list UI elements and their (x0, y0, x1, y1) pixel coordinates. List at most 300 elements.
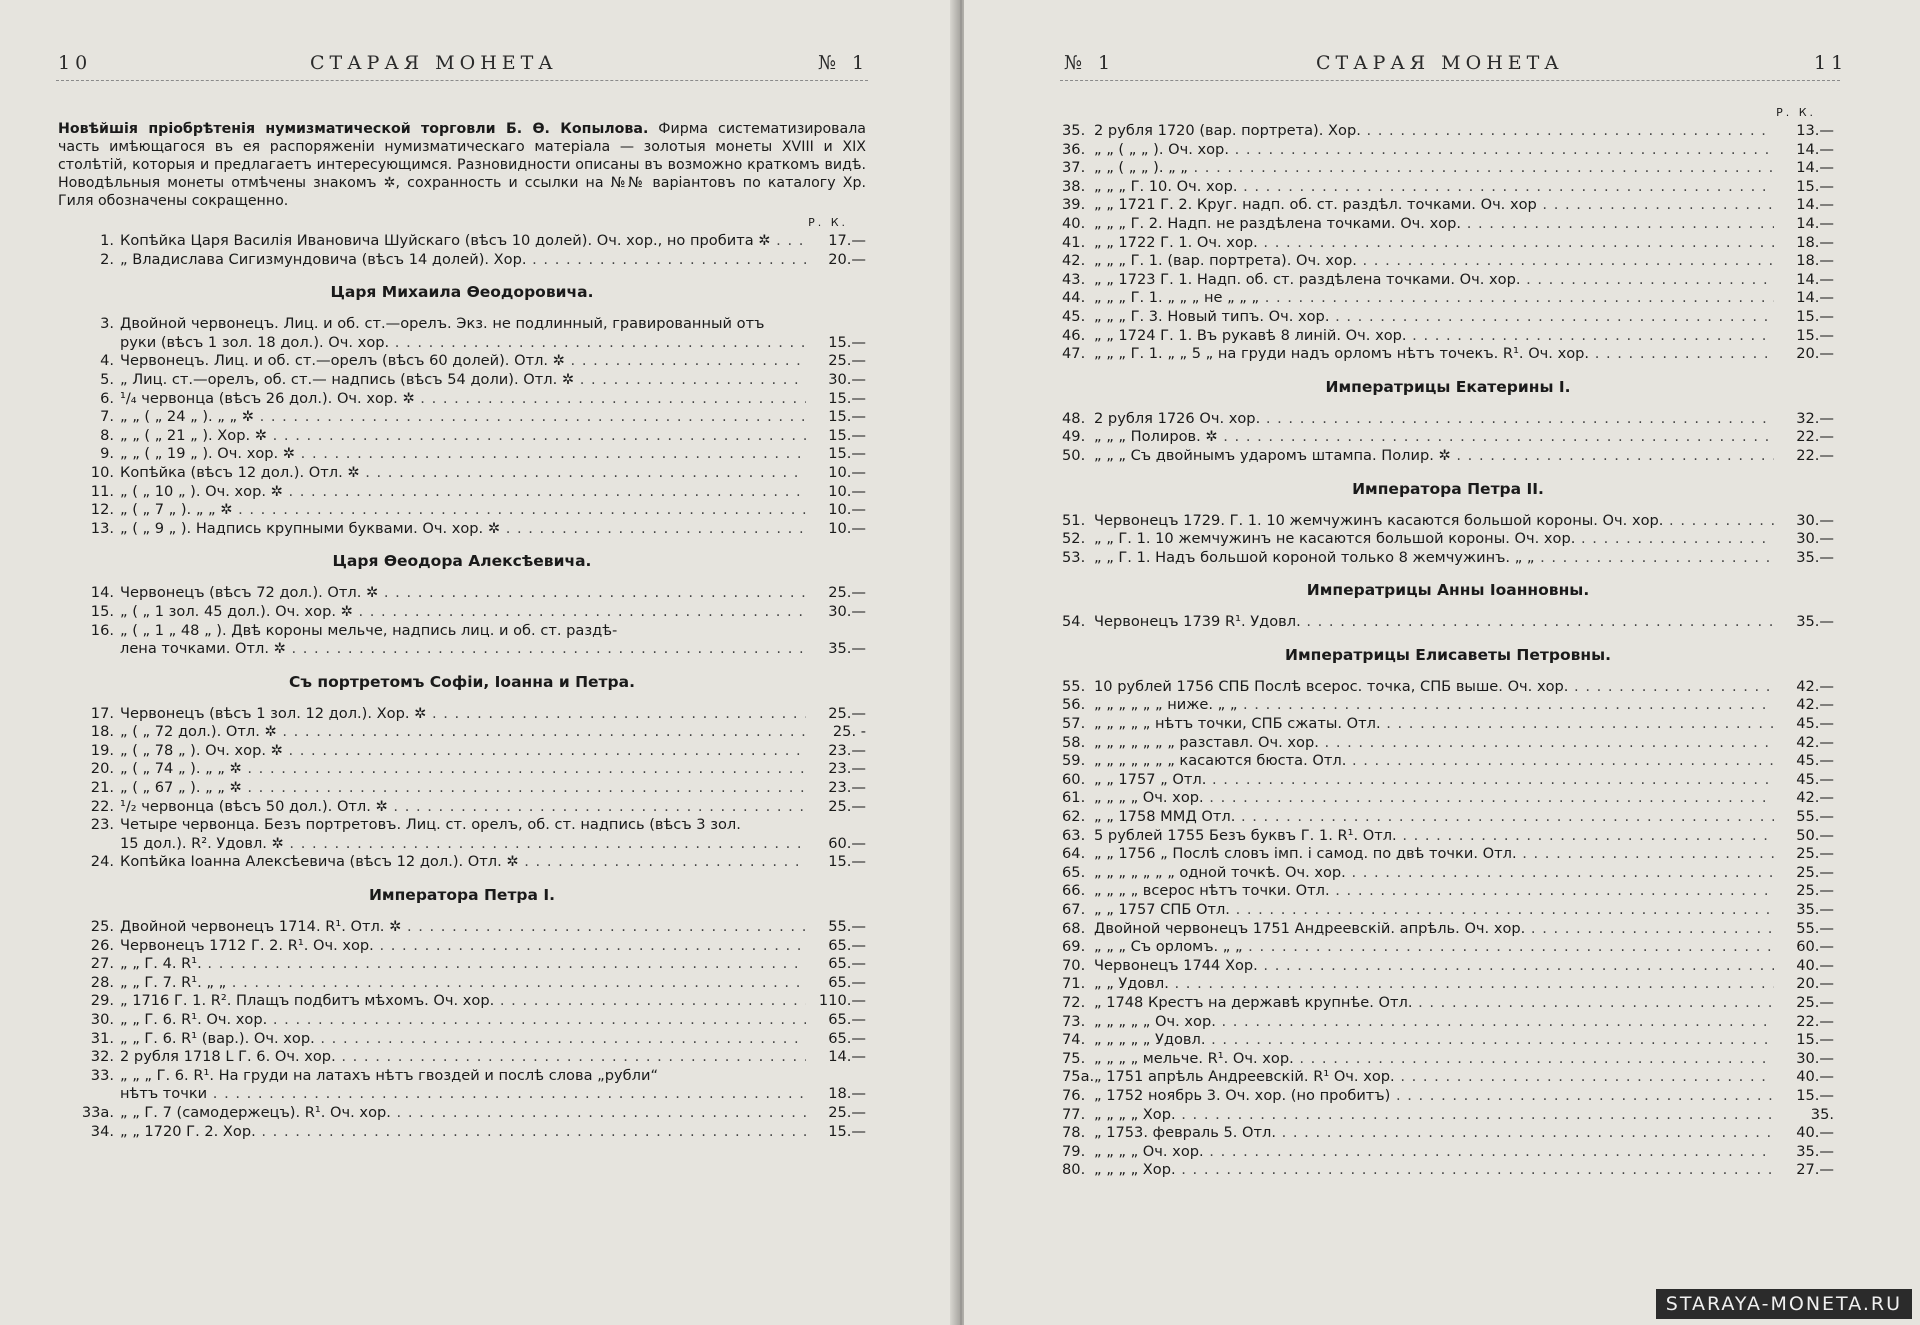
entry-number: 4. (100, 352, 114, 370)
entry-number: 47. (1062, 345, 1086, 363)
right-issue-number: № 1 (1064, 52, 1116, 74)
catalog-entry (58, 918, 866, 937)
catalog-entry (1062, 234, 1834, 253)
price-column-header: Р. К. (808, 216, 848, 229)
catalog-entry (1062, 178, 1834, 197)
catalog-entry (1062, 549, 1834, 568)
entry-number: 33. (90, 1066, 114, 1084)
entry-price: 60.— (828, 834, 866, 852)
entry-number: 44. (1062, 289, 1086, 307)
entry-number: 22. (90, 797, 114, 815)
entry-price: 42.— (1796, 789, 1834, 807)
entry-number: 13. (90, 519, 114, 537)
catalog-entry (58, 760, 866, 779)
price-column-header: Р. К. (1776, 106, 1816, 119)
catalog-entry (58, 955, 866, 974)
entry-price: 15.— (828, 426, 866, 444)
entry-price: 45.— (1796, 770, 1834, 788)
left-page-number: 10 (58, 52, 93, 74)
entry-description: „ ( „ 7 „ ). „ „ ✲ . . . (120, 501, 806, 520)
entry-description: „ „ „ „ Оч. хор. . . . (1094, 789, 1774, 808)
entry-price: 15.— (1796, 326, 1834, 344)
entry-number: 66. (1062, 882, 1086, 900)
entry-number: 70. (1062, 956, 1086, 974)
entry-description: „ „ Г. 7 (самодержецъ). R¹. Оч. хор. . . . (120, 1104, 806, 1123)
entry-description: „ 1716 Г. 1. R². Плащъ подбитъ мѣхомъ. Оч. хор. . . . (120, 992, 806, 1011)
catalog-entry (58, 1030, 866, 1049)
catalog-entry (58, 427, 866, 446)
entry-price: 35. (1810, 1105, 1834, 1123)
entry-description: „ „ ( „ „ ). Оч. хор. . . . (1094, 141, 1774, 160)
entry-price: 20.— (828, 250, 866, 268)
entry-description: 15 дол.). R². Удовл. ✲ . . . (120, 835, 806, 854)
catalog-list (1062, 410, 1834, 466)
left-running-title: СТАРАЯ МОНЕТА (310, 52, 558, 74)
entry-number: 45. (1062, 307, 1086, 325)
entry-price: 14.— (1796, 270, 1834, 288)
entry-description: Червонецъ 1729. Г. 1. 10 жемчужинъ касаются большой короны. Оч. хор. . . . (1094, 512, 1774, 531)
catalog-entry (58, 1067, 866, 1086)
entry-number: 59. (1062, 752, 1086, 770)
entry-number: 40. (1062, 214, 1086, 232)
section-heading: Императора Петра I. (368, 886, 556, 905)
catalog-entry (1062, 252, 1834, 271)
catalog-entry (1062, 1031, 1834, 1050)
entry-description: „ „ „ Г. 3. Новый типъ. Оч. хор. . . . (1094, 308, 1774, 327)
entry-price: 35.— (1796, 613, 1834, 631)
entry-number: 73. (1062, 1012, 1086, 1030)
catalog-entry (58, 483, 866, 502)
catalog-entry (1062, 696, 1834, 715)
catalog-list (58, 705, 866, 872)
entry-description: „ Владислава Сигизмундовича (вѣсъ 14 долей). Хор. . . . (120, 251, 806, 270)
catalog-entry (58, 1104, 866, 1123)
entry-number: 72. (1062, 993, 1086, 1011)
entry-price: 65.— (828, 955, 866, 973)
entry-price: 15.— (828, 445, 866, 463)
entry-description: „ 1748 Крестъ на державѣ крупнѣе. Отл. . . . (1094, 994, 1774, 1013)
entry-number: 39. (1062, 196, 1086, 214)
entry-number: 41. (1062, 233, 1086, 251)
catalog-list (58, 315, 866, 538)
catalog-entry (58, 315, 866, 334)
entry-price: 15.— (1796, 1086, 1834, 1104)
entry-price: 40.— (1796, 956, 1834, 974)
entry-price: 14.— (1796, 159, 1834, 177)
catalog-entry (1062, 1068, 1834, 1087)
entry-number: 75а. (1062, 1068, 1095, 1086)
catalog-entry (1062, 920, 1834, 939)
entry-description: „ „ ( „ „ ). „ „ . . . (1094, 159, 1774, 178)
catalog-entry (1062, 1050, 1834, 1069)
section-heading: Императора Петра II. (1352, 479, 1544, 498)
entry-price: 20.— (1796, 975, 1834, 993)
catalog-list (1062, 122, 1834, 364)
entry-description: „ ( „ 1 зол. 45 дол.). Оч. хор. ✲ . . . (120, 603, 806, 622)
entry-number: 64. (1062, 845, 1086, 863)
entry-number: 55. (1062, 677, 1086, 695)
entry-price: 14.— (1796, 289, 1834, 307)
entry-description: „ 1753. февраль 5. Отл. . . . (1094, 1124, 1774, 1143)
entry-number: 67. (1062, 901, 1086, 918)
entry-price: 35.— (1796, 901, 1834, 918)
entry-description: „ „ Г. 4. R¹. . . . (120, 955, 806, 974)
entry-price: 30.— (828, 602, 866, 620)
entry-number: 28. (90, 973, 114, 991)
entry-number: 16. (90, 621, 114, 639)
entry-price: 23.— (828, 760, 866, 778)
entry-description: Червонецъ 1712 Г. 2. R¹. Оч. хор. . . . (120, 937, 806, 956)
catalog-entry (1062, 308, 1834, 327)
entry-description: „ „ 1723 Г. 1. Надп. об. ст. раздѣлена точками. Оч. хор. . . . (1094, 271, 1774, 290)
catalog-entry (58, 251, 866, 270)
catalog-entry (1062, 289, 1834, 308)
catalog-entry (1062, 827, 1834, 846)
entry-description: „ „ „ „ Хор. . . . (1094, 1106, 1774, 1125)
entry-price: 14.— (828, 1048, 866, 1066)
entry-number: 30. (90, 1011, 114, 1028)
entry-price: 30.— (1796, 511, 1834, 529)
catalog-list (1062, 512, 1834, 568)
entry-price: 40.— (1796, 1124, 1834, 1142)
entry-description: „ 1751 апрѣль Андреевскій. R¹ Оч. хор. . . . (1094, 1068, 1774, 1087)
entry-number: 52. (1062, 530, 1086, 548)
entry-description: Двойной червонецъ 1751 Андреевскій. апрѣль. Оч. хор. . . . (1094, 920, 1774, 939)
section-heading: Царя Михаила Ѳеодоровича. (330, 283, 594, 302)
entry-number: 31. (90, 1029, 114, 1047)
entry-number: 65. (1062, 863, 1086, 881)
entry-number: 23. (90, 816, 114, 834)
entry-price: 45.— (1796, 752, 1834, 770)
entry-price: 55.— (828, 918, 866, 936)
entry-description: Червонецъ 1744 Хор. . . . (1094, 957, 1774, 976)
catalog-entry (1062, 428, 1834, 447)
entry-description: лена точками. Отл. ✲ . . . (120, 640, 806, 659)
entry-description: „ „ ( „ 19 „ ). Оч. хор. ✲ . . . (120, 445, 806, 464)
entry-price: 30.— (1796, 1049, 1834, 1067)
entry-price: 65.— (828, 1029, 866, 1047)
entry-description: „ „ 1720 Г. 2. Хор. . . . (120, 1123, 806, 1142)
catalog-entry (58, 464, 866, 483)
catalog-list (58, 232, 866, 269)
catalog-entry (58, 232, 866, 251)
entry-number: 68. (1062, 919, 1086, 937)
catalog-entry (58, 1123, 866, 1142)
entry-description: ¹/₄ червонца (вѣсъ 26 дол.). Оч. хор. ✲ . . . (120, 390, 806, 409)
entry-description: „ ( „ 10 „ ). Оч. хор. ✲ . . . (120, 483, 806, 502)
entry-number: 60. (1062, 770, 1086, 788)
entry-description: 5 рублей 1755 Безъ буквъ Г. 1. R¹. Отл. . . . (1094, 827, 1774, 846)
catalog-entry (58, 584, 866, 603)
entry-number: 36. (1062, 140, 1086, 158)
entry-description: „ „ „ Съ орломъ. „ „ . . . (1094, 938, 1774, 957)
entry-price: 40.— (1796, 1068, 1834, 1086)
entry-price: 55.— (1796, 919, 1834, 937)
entry-description: Четыре червонца. Безъ портретовъ. Лиц. ст. орелъ, об. ст. надпись (вѣсъ 3 зол. (120, 816, 741, 834)
entry-description: „ ( „ 67 „ ). „ „ ✲ . . . (120, 779, 806, 798)
entry-price: 32.— (1796, 409, 1834, 427)
entry-price: 15.— (828, 333, 866, 351)
entry-price: 55.— (1796, 808, 1834, 826)
entry-description: „ „ „ „ Хор. . . . (1094, 1161, 1774, 1180)
catalog-entry (1062, 678, 1834, 697)
entry-price: 15.— (828, 853, 866, 871)
catalog-entry (1062, 327, 1834, 346)
catalog-entry (1062, 752, 1834, 771)
catalog-entry (58, 992, 866, 1011)
entry-number: 1. (100, 232, 114, 249)
entry-price: 25.— (828, 584, 866, 602)
entry-price: 23.— (828, 741, 866, 759)
catalog-list (1062, 678, 1834, 1180)
entry-description: „ „ „ „ „ „ „ одной точкѣ. Оч. хор. . . . (1094, 864, 1774, 883)
catalog-entry (1062, 345, 1834, 364)
section-heading: Императрицы Анны Іоанновны. (1306, 581, 1590, 600)
right-running-title: СТАРАЯ МОНЕТА (1316, 52, 1564, 74)
left-issue-number: № 1 (818, 52, 870, 74)
entry-description: „ „ „ Полиров. ✲ . . . (1094, 428, 1774, 447)
entry-number: 14. (90, 584, 114, 602)
entry-price: 25.— (1796, 993, 1834, 1011)
entry-price: 25.— (828, 704, 866, 722)
entry-price: 42.— (1796, 733, 1834, 751)
entry-number: 33а. (81, 1103, 114, 1121)
entry-number: 61. (1062, 789, 1086, 807)
entry-description: „ „ Г. 7. R¹. „ „ . . . (120, 974, 806, 993)
entry-number: 56. (1062, 696, 1086, 714)
catalog-entry (1062, 1124, 1834, 1143)
entry-description: „ „ „ „ Оч. хор. . . . (1094, 1143, 1774, 1162)
entry-number: 53. (1062, 548, 1086, 566)
entry-price: 10.— (828, 482, 866, 500)
entry-description: „ „ „ Г. 1. (вар. портрета). Оч. хор. . . . (1094, 252, 1774, 271)
entry-description: „ „ 1722 Г. 1. Оч. хор. . . . (1094, 234, 1774, 253)
entry-price: 14.— (1796, 140, 1834, 158)
entry-price: 23.— (828, 779, 866, 797)
catalog-entry (58, 1085, 866, 1104)
entry-number: 25. (90, 918, 114, 936)
entry-number: 17. (90, 704, 114, 722)
entry-number: 26. (90, 936, 114, 954)
entry-description: „ „ „ Г. 2. Надп. не раздѣлена точками. Оч. хор. . . . (1094, 215, 1774, 234)
entry-number: 77. (1062, 1105, 1086, 1123)
entry-description: „ „ „ Г. 1. „ „ „ не „ „ „ . . . (1094, 289, 1774, 308)
entry-price: 27.— (1796, 1161, 1834, 1179)
catalog-entry (1062, 882, 1834, 901)
site-watermark: STARAYA-MONETA.RU (1656, 1289, 1912, 1319)
entry-description: „ „ 1758 ММД Отл. . . . (1094, 808, 1774, 827)
entry-number: 71. (1062, 975, 1086, 993)
catalog-entry (1062, 530, 1834, 549)
left-page (0, 0, 958, 1325)
catalog-entry (1062, 122, 1834, 141)
catalog-entry (58, 779, 866, 798)
left-header-rule (56, 80, 868, 81)
catalog-entry (58, 974, 866, 993)
catalog-entry (58, 705, 866, 724)
entry-number: 62. (1062, 808, 1086, 826)
entry-description: Двойной червонецъ. Лиц. и об. ст.—орелъ. Экз. не подлинный, гравированный отъ (120, 315, 765, 333)
catalog-entry (58, 390, 866, 409)
catalog-entry (1062, 215, 1834, 234)
entry-price: 30.— (828, 370, 866, 388)
entry-number: 3. (100, 315, 114, 333)
entry-description: „ „ ( „ 24 „ ). „ „ ✲ . . . (120, 408, 806, 427)
section-heading: Императрицы Екатерины I. (1325, 377, 1571, 396)
entry-description: „ „ Г. 1. 10 жемчужинъ не касаются большой короны. Оч. хор. . . . (1094, 530, 1774, 549)
catalog-list (1062, 613, 1834, 632)
catalog-entry (1062, 864, 1834, 883)
entry-price: 25.— (1796, 863, 1834, 881)
entry-price: 25.— (828, 797, 866, 815)
catalog-entry (1062, 1013, 1834, 1032)
catalog-entry (1062, 901, 1834, 920)
catalog-entry (1062, 994, 1834, 1013)
catalog-entry (1062, 159, 1834, 178)
catalog-entry (1062, 845, 1834, 864)
catalog-entry (58, 742, 866, 761)
entry-description: „ „ 1757 СПБ Отл. . . . (1094, 901, 1774, 920)
entry-number: 57. (1062, 715, 1086, 733)
intro-paragraph (58, 120, 866, 210)
entry-description: „ ( „ 78 „ ). Оч. хор. ✲ . . . (120, 742, 806, 761)
catalog-entry (1062, 613, 1834, 632)
entry-number: 80. (1062, 1161, 1086, 1179)
entry-description: „ ( „ 9 „ ). Надпись крупными буквами. Оч. хор. ✲ . . . (120, 520, 806, 539)
entry-description: руки (вѣсъ 1 зол. 18 дол.). Оч. хор. . . . (120, 334, 806, 353)
entry-price: 22.— (1796, 1012, 1834, 1030)
entry-number: 5. (100, 370, 114, 388)
entry-description: „ „ ( „ 21 „ ). Хор. ✲ . . . (120, 427, 806, 446)
section-heading: Императрицы Елисаветы Петровны. (1284, 645, 1612, 664)
entry-description: „ Лиц. ст.—орелъ, об. ст.— надпись (вѣсъ 54 доли). Отл. ✲ . . . (120, 371, 806, 390)
entry-number: 10. (90, 463, 114, 481)
entry-price: 65.— (828, 973, 866, 991)
section-heading: Царя Ѳеодора Алексѣевича. (332, 552, 592, 571)
entry-description: „ „ 1757 „ Отл. . . . (1094, 771, 1774, 790)
entry-description: „ „ Г. 6. R¹ (вар.). Оч. хор. . . . (120, 1030, 806, 1049)
catalog-entry (1062, 957, 1834, 976)
entry-price: 14.— (1796, 196, 1834, 214)
catalog-entry (58, 520, 866, 539)
catalog-entry (1062, 771, 1834, 790)
entry-description: „ „ „ „ всерос нѣтъ точки. Отл. . . . (1094, 882, 1774, 901)
entry-number: 69. (1062, 938, 1086, 956)
entry-number: 12. (90, 501, 114, 519)
entry-number: 43. (1062, 270, 1086, 288)
catalog-entry (1062, 1143, 1834, 1162)
entry-price: 35.— (1796, 1142, 1834, 1160)
entry-description: „ „ „ „ „ Удовл. . . . (1094, 1031, 1774, 1050)
catalog-entry (1062, 512, 1834, 531)
entry-number: 15. (90, 602, 114, 620)
catalog-entry (58, 937, 866, 956)
catalog-entry (1062, 975, 1834, 994)
entry-number: 32. (90, 1048, 114, 1066)
entry-description: „ „ „ Съ двойнымъ ударомъ штампа. Полир. ✲ . . . (1094, 447, 1774, 466)
entry-price: 15.— (828, 389, 866, 407)
entry-number: 18. (90, 723, 114, 741)
entry-description: Червонецъ 1739 R¹. Удовл. . . . (1094, 613, 1774, 632)
entry-description: Копѣйка Іоанна Алексѣевича (вѣсъ 12 дол.). Отл. ✲ . . . (120, 853, 806, 872)
catalog-entry (1062, 1087, 1834, 1106)
catalog-entry (58, 1048, 866, 1067)
entry-number: 34. (90, 1122, 114, 1140)
entry-number: 20. (90, 760, 114, 778)
entry-number: 38. (1062, 177, 1086, 195)
entry-number: 51. (1062, 511, 1086, 529)
catalog-entry (58, 501, 866, 520)
entry-price: 10.— (828, 519, 866, 537)
entry-price: 22.— (1796, 446, 1834, 464)
entry-price: 15.— (828, 1122, 866, 1140)
entry-description: „ „ „ „ „ „ ниже. „ „ . . . (1094, 696, 1774, 715)
entry-description: „ „ 1756 „ Послѣ словъ імп. і самод. по двѣ точки. Отл. . . . (1094, 845, 1774, 864)
catalog-entry (1062, 734, 1834, 753)
entry-number: 74. (1062, 1031, 1086, 1049)
catalog-entry (1062, 196, 1834, 215)
entry-price: 15.— (1796, 177, 1834, 195)
entry-price: 13.— (1796, 122, 1834, 139)
entry-price: 15.— (1796, 1031, 1834, 1049)
entry-number: 8. (100, 426, 114, 444)
entry-description: „ „ 1721 Г. 2. Круг. надп. об. ст. раздѣл. точками. Оч. хор . . . (1094, 196, 1774, 215)
catalog-entry (58, 622, 866, 641)
left-body (58, 120, 866, 1141)
catalog-entry (1062, 808, 1834, 827)
catalog-entry (1062, 271, 1834, 290)
entry-price: 15.— (828, 408, 866, 426)
entry-description: нѣтъ точки . . . (120, 1085, 806, 1104)
entry-description: „ „ Г. 1. Надъ большой короной только 8 жемчужинъ. „ „ . . . (1094, 549, 1774, 568)
entry-number: 11. (90, 482, 114, 500)
entry-price: 25.— (828, 1103, 866, 1121)
entry-number: 24. (90, 853, 114, 871)
entry-price: 18.— (1796, 252, 1834, 270)
catalog-entry (58, 640, 866, 659)
entry-description: „ 1752 ноябрь 3. Оч. хор. (но пробитъ) . . . (1094, 1087, 1774, 1106)
entry-number: 29. (90, 992, 114, 1010)
entry-price: 110.— (818, 992, 866, 1010)
entry-description: 10 рублей 1756 СПБ Послѣ всерос. точка, СПБ выше. Оч. хор. . . . (1094, 678, 1774, 697)
entry-number: 75. (1062, 1049, 1086, 1067)
entry-price: 22.— (1796, 428, 1834, 446)
entry-description: „ ( „ 1 „ 48 „ ). Двѣ короны мельче, надпись лиц. и об. ст. раздѣ- (120, 621, 618, 639)
intro-heading: Новѣйшія пріобрѣтенія нумизматической торговли Б. Ѳ. Копылова. (58, 121, 649, 137)
entry-number: 35. (1062, 122, 1086, 139)
entry-price: 45.— (1796, 715, 1834, 733)
entry-number: 9. (100, 445, 114, 463)
entry-number: 21. (90, 779, 114, 797)
entry-number: 76. (1062, 1086, 1086, 1104)
entry-number: 54. (1062, 613, 1086, 631)
catalog-entry (1062, 1161, 1834, 1180)
entry-price: 65.— (828, 1011, 866, 1028)
catalog-entry (58, 603, 866, 622)
entry-price: 50.— (1796, 826, 1834, 844)
catalog-entry (58, 816, 866, 835)
catalog-entry (58, 798, 866, 817)
entry-description: „ „ „ Г. 6. R¹. На груди на латахъ нѣтъ гвоздей и послѣ слова „рубли“ (120, 1066, 659, 1084)
entry-price: 10.— (828, 463, 866, 481)
entry-number: 19. (90, 741, 114, 759)
right-page-number: 11 (1814, 52, 1849, 74)
entry-description: Копѣйка (вѣсъ 12 дол.). Отл. ✲ . . . (120, 464, 806, 483)
entry-price: 18.— (828, 1085, 866, 1103)
entry-number: 48. (1062, 409, 1086, 427)
entry-description: 2 рубля 1720 (вар. портрета). Хор. . . . (1094, 122, 1774, 141)
entry-description: „ „ „ „ „ нѣтъ точки, СПБ сжаты. Отл. . . . (1094, 715, 1774, 734)
